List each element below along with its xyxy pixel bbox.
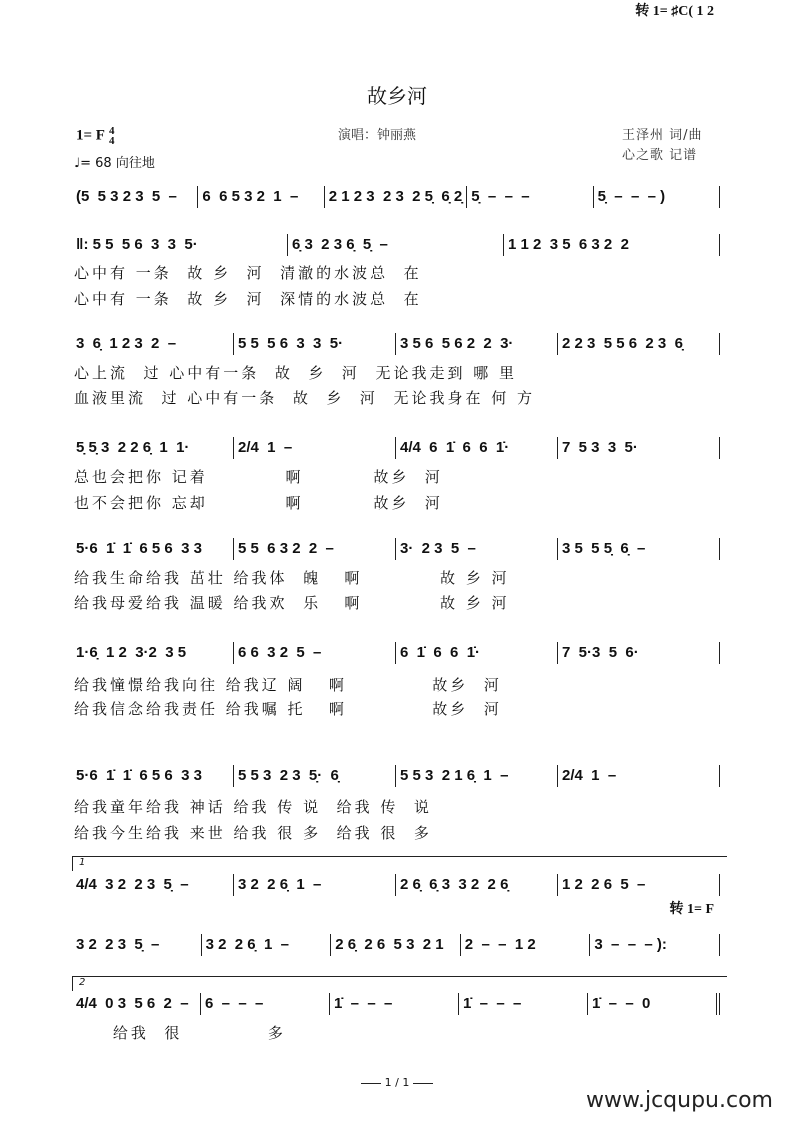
measure: 6 1̇ 6 6 1̇· (396, 642, 558, 664)
measure: 7 5·3 5 6· (558, 642, 720, 664)
measure: 3 – – – ): (590, 934, 720, 956)
lyrics-verse-2: 给我母爱给我 温暖 给我欢 乐 啊 故 乡 河 (74, 594, 510, 612)
measure: 6̣ 3 2 3 6̣ 5̣ – (288, 234, 504, 256)
measure: 3 5 6 5 6 2 2 3· (396, 333, 558, 355)
time-signature (109, 126, 115, 146)
measure: 1·6̣ 1 2 3·2 3 5 (72, 642, 234, 664)
measure: 5 5 6 3 2 2 – (234, 538, 396, 560)
measure: 1̇ – – 0 (588, 993, 720, 1015)
measure: 3 6̣ 1 2 3 2 – (72, 333, 234, 355)
measure: 5 5 5 6 3 3 5· (234, 333, 396, 355)
measure: 5 5 3 2 3 5̣· 6̣ (234, 765, 396, 787)
notation-line (72, 186, 720, 208)
lyrics-verse-1: 总也会把你 记着 啊 故乡 河 (74, 468, 443, 486)
measure: 2/4 1 – (234, 437, 396, 459)
notation-line (72, 874, 720, 896)
notation-line (72, 538, 720, 560)
lyrics-verse-2: 血液里流 过 心中有一条 故 乡 河 无论我身在 何 方 (74, 389, 535, 407)
lyrics-verse-2: 心中有 一条 故 乡 河 深情的水波总 在 (74, 290, 422, 308)
measure: 2 6̣ 6̣ 3 3 2 2 6̣ (396, 874, 558, 896)
measure: 1 2 2 6 5 – (558, 874, 720, 896)
measure: 4/4 0 3 5 6 2 – (72, 993, 201, 1015)
measure: 5·6 1̇ 1̇ 6 5 6 3 3 (72, 538, 234, 560)
lyrics-verse-1: 心上流 过 心中有一条 故 乡 河 无论我走到 哪 里 (74, 364, 517, 382)
volta-bracket: 2 (72, 976, 727, 991)
measure: 1̇ – – – (459, 993, 588, 1015)
measure: (5 5 3 2 3 5 – (72, 186, 198, 208)
measure: 3· 2 3 5 – (396, 538, 558, 560)
measure: 5 5 3 2 1 6̣ 1 – (396, 765, 558, 787)
song-title: 故乡河 (367, 84, 427, 108)
lyrics-verse-2: 给我今生给我 来世 给我 很 多 给我 很 多 (74, 824, 432, 842)
lyrics-verse-2: 给我信念给我责任 给我嘱 托 啊 故乡 河 (74, 700, 502, 718)
lyrics-verse-1: 给我生命给我 茁壮 给我体 魄 啊 故 乡 河 (74, 569, 510, 587)
measure: ‖: 5 5 5 6 3 3 5· (72, 234, 288, 256)
key-change: 转 1= ♯C( 1 2 (635, 4, 714, 19)
measure: 4/4 6 1̇ 6 6 1̇· (396, 437, 558, 459)
time-bottom: 4 (108, 135, 115, 147)
notation-line (72, 234, 720, 256)
lyrics-verse-1: 给我 很 多 (74, 1024, 286, 1042)
measure: 3 2 2 6̣ 1 – (202, 934, 332, 956)
lyrics-verse-1: 心中有 一条 故 乡 河 清澈的水波总 在 (74, 264, 422, 282)
key-signature (76, 126, 114, 146)
measure: 3 5 5 5̣ 6̣ – (558, 538, 720, 560)
measure: 5̣ – – – ) (594, 186, 720, 208)
time-top: 4 (108, 125, 115, 137)
key-label: 1= F (76, 127, 105, 144)
volta-bracket: 1 (72, 856, 727, 871)
measure: 1 1 2 3 5 6 3 2 2 (504, 234, 720, 256)
credit-transcriber: 心之歌 记谱 (622, 148, 698, 163)
notation-line (72, 437, 720, 459)
measure: 2 6̣ 2 6 5 3 2 1 (331, 934, 461, 956)
tempo-marking: ♩= 68 向往地 (74, 156, 155, 171)
measure: 3 2 2 3 5̣ – (72, 934, 202, 956)
page-number-text: 1 / 1 (384, 1076, 410, 1089)
measure: 6 6 5 3 2 1 – (198, 186, 324, 208)
measure: 3 2 2 6̣ 1 – (234, 874, 396, 896)
notation-line (72, 333, 720, 355)
measure: 2 – – 1 2 (461, 934, 591, 956)
measure: 2 1 2 3 2 3 2 5̣ 6̣ 2̣ (325, 186, 467, 208)
singer: 演唱：钟丽燕 (338, 128, 417, 143)
key-change: 转 1= F (669, 902, 714, 917)
measure: 2/4 1 – (558, 765, 720, 787)
notation-line (72, 993, 720, 1015)
notation-line (72, 765, 720, 787)
measure: 4/4 3 2 2 3 5̣ – (72, 874, 234, 896)
measure: 2 2 3 5 5 6 2 3 6̣ (558, 333, 720, 355)
measure: 7 5 3 3 5· (558, 437, 720, 459)
measure: 5·6 1̇ 1̇ 6 5 6 3 3 (72, 765, 234, 787)
measure: 1̇ – – – (330, 993, 459, 1015)
notation-line (72, 642, 720, 664)
measure: 6 – – – (201, 993, 330, 1015)
notation-line (72, 934, 720, 956)
measure: 5̣ 5̣ 3 2 2 6̣ 1 1· (72, 437, 234, 459)
lyrics-verse-2: 也不会把你 忘却 啊 故乡 河 (74, 494, 443, 512)
credit-lyricist: 王泽州 词/曲 (622, 128, 703, 143)
watermark: www.jcqupu.com (586, 1088, 773, 1113)
lyrics-verse-1: 给我憧憬给我向往 给我辽 阔 啊 故乡 河 (74, 676, 502, 694)
measure: 5̣ – – – (467, 186, 593, 208)
measure: 6 6 3 2 5 – (234, 642, 396, 664)
lyrics-verse-1: 给我童年给我 神话 给我 传 说 给我 传 说 (74, 798, 432, 816)
